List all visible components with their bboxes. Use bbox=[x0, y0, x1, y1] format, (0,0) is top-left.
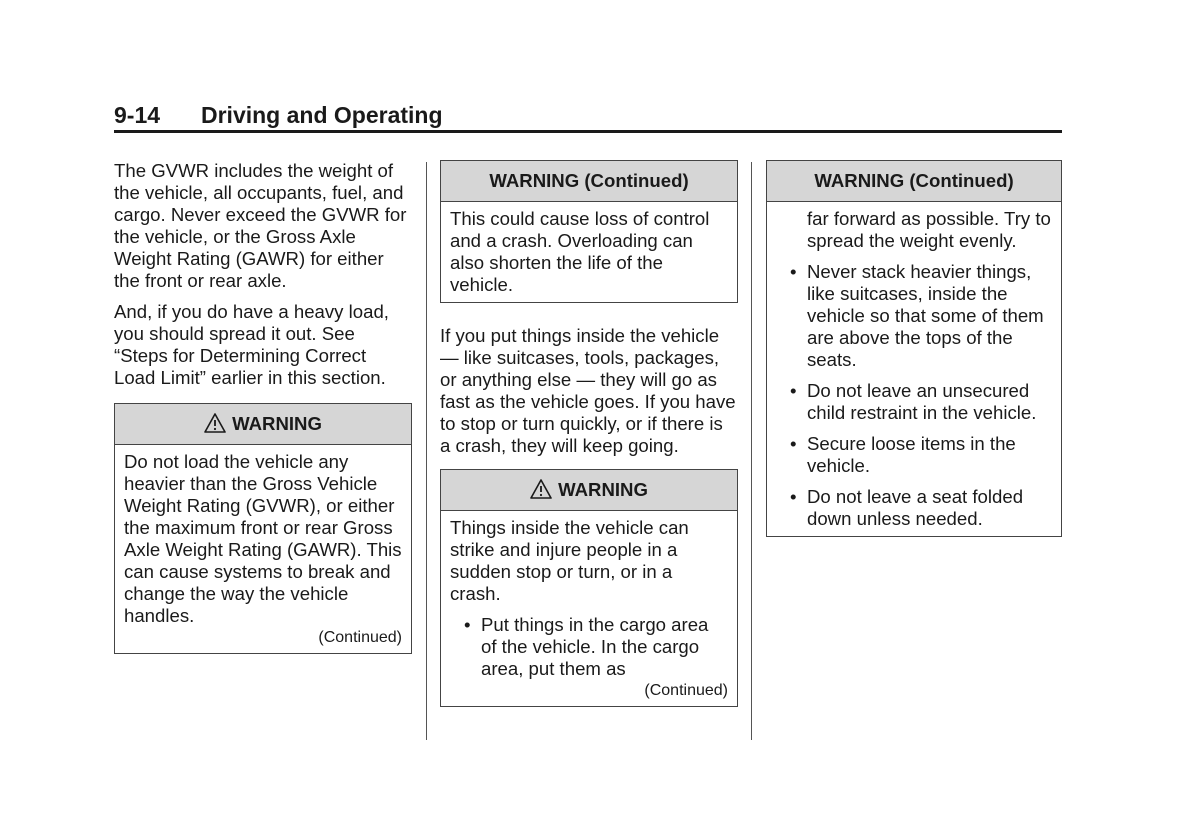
warning-box-load bbox=[114, 403, 412, 654]
warning-box-continued bbox=[440, 160, 738, 303]
column-1 bbox=[114, 160, 412, 654]
page-header bbox=[114, 100, 1062, 133]
paragraph-gvwr: The GVWR includes the weight of the vehicle, all occupants, fuel, and cargo. Never exceed the GVWR for the vehicle, or the Gross Axle Weight Rating (GAWR) for either the front or rear axle. bbox=[114, 160, 407, 291]
warning-text: This could cause loss of control and a crash. Overloading can also shorten the life of the vehicle. bbox=[450, 208, 710, 295]
warning-header: WARNING (Continued) bbox=[441, 161, 737, 202]
paragraph-things-inside: If you put things inside the vehicle — like suitcases, tools, packages, or anything else — they will go as fast as the vehicle goes. If you have to stop or turn quickly, or if there is a crash, they will keep going. bbox=[440, 325, 736, 456]
column-2 bbox=[440, 160, 738, 707]
warning-title: WARNING bbox=[558, 479, 648, 500]
warning-triangle-icon bbox=[530, 473, 552, 513]
warning-header: WARNING (Continued) bbox=[767, 161, 1061, 202]
warning-box-cargo bbox=[440, 469, 738, 707]
warning-title: WARNING bbox=[232, 413, 322, 434]
bullet-item: • Secure loose items in the vehicle. bbox=[776, 433, 1052, 477]
warning-box-continued bbox=[766, 160, 1062, 537]
bullet-item: • Never stack heavier things, like suitcases, inside the vehicle so that some of them are above the tops of the seats. bbox=[776, 261, 1052, 371]
warning-text: Do not load the vehicle any heavier than the Gross Vehicle Weight Rating (GVWR), or either the maximum front or rear Gross Axle Weight Rating (GAWR). This can cause systems to break and change the way the vehicle handles. bbox=[124, 451, 402, 626]
warning-bullet-list bbox=[450, 614, 728, 680]
warning-header bbox=[115, 404, 411, 445]
warning-header bbox=[441, 470, 737, 511]
bullet-item: • Do not leave a seat folded down unless needed. bbox=[776, 486, 1052, 530]
column-3 bbox=[766, 160, 1062, 537]
warning-text: Things inside the vehicle can strike and injure people in a sudden stop or turn, or in a crash. bbox=[450, 517, 689, 604]
warning-triangle-icon bbox=[204, 407, 226, 447]
bullet-item: • Do not leave an unsecured child restraint in the vehicle. bbox=[776, 380, 1052, 424]
bullet-item: • Put things in the cargo area of the vehicle. In the cargo area, put them as bbox=[450, 614, 728, 680]
section-title: Driving and Operating bbox=[201, 102, 443, 128]
continued-label: (Continued) bbox=[644, 682, 728, 699]
column-divider bbox=[426, 162, 427, 740]
page-number: 9-14 bbox=[114, 102, 161, 128]
paragraph-heavy-load: And, if you do have a heavy load, you should spread it out. See “Steps for Determining Correct Load Limit” earlier in this section. bbox=[114, 301, 389, 388]
column-divider bbox=[751, 162, 752, 740]
continued-label: (Continued) bbox=[318, 629, 402, 646]
warning-text: far forward as possible. Try to spread the weight evenly. bbox=[807, 208, 1051, 251]
warning-bullet-list bbox=[776, 261, 1052, 530]
